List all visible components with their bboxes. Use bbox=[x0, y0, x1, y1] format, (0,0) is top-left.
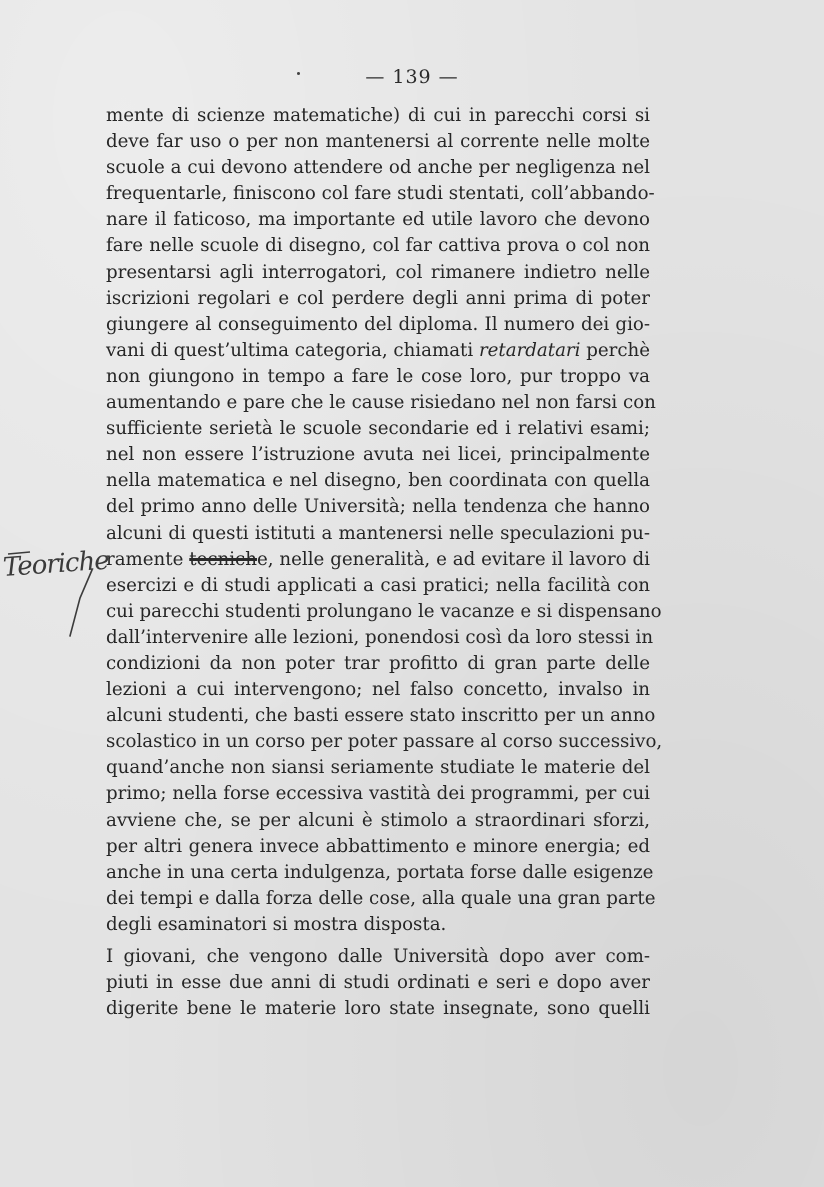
text-segment: vani di quest’ultima categoria, chiamati bbox=[106, 339, 474, 361]
text-line: per altri genera invece abbattimento e minore energia; ed bbox=[106, 835, 650, 857]
text-line: frequentarle, finiscono col fare studi stentati, coll’abbando- bbox=[106, 183, 655, 205]
text-line-with-italic bbox=[106, 338, 650, 364]
text-line: aumentando e pare che le cause risiedano nel non farsi con bbox=[106, 392, 656, 414]
text-line: nel non essere l’istruzione avuta nei licei, principalmente bbox=[106, 444, 650, 466]
text-line: alcuni studenti, che basti essere stato inscritto per un anno bbox=[106, 705, 656, 727]
text-line: iscrizioni regolari e col perdere degli anni prima di poter bbox=[106, 287, 650, 309]
italic-term: retardatari bbox=[478, 339, 581, 361]
handwritten-margin-note: Teoriche bbox=[2, 545, 110, 583]
text-line: digerite bene le materie loro state insegnate, sono quelli bbox=[106, 998, 650, 1020]
text-line: fare nelle scuole di disegno, col far cattiva prova o col non bbox=[106, 235, 650, 257]
body-text bbox=[106, 103, 663, 1022]
text-line: alcuni di questi istituti a mantenersi nelle speculazioni pu- bbox=[106, 522, 650, 544]
text-line: lezioni a cui intervengono; nel falso concetto, invalso in bbox=[106, 679, 650, 701]
text-segment: ramente bbox=[106, 548, 184, 570]
text-line: sufficiente serietà le scuole secondarie ed i relativi esami; bbox=[106, 418, 650, 440]
text-line: I giovani, che vengono dalle Università dopo aver com- bbox=[106, 946, 650, 967]
text-line: deve far uso o per non mantenersi al corrente nelle molte bbox=[106, 131, 650, 153]
text-line: piuti in esse due anni di studi ordinati e seri e dopo aver bbox=[106, 972, 650, 994]
text-line: avviene che, se per alcuni è stimolo a straordinari sforzi, bbox=[106, 809, 650, 831]
text-line: condizioni da non poter trar profitto di gran parte delle bbox=[106, 652, 650, 674]
text-line: esercizi e di studi applicati a casi pratici; nella facilità con bbox=[106, 574, 650, 596]
text-line: primo; nella forse eccessiva vastità dei programmi, per cui bbox=[106, 783, 650, 805]
struck-word: tecnich bbox=[189, 548, 257, 570]
text-line: scuole a cui devono attendere od anche per negligenza nel bbox=[106, 157, 650, 179]
text-line: nare il faticoso, ma importante ed utile lavoro che devono bbox=[106, 209, 650, 231]
text-line: presentarsi agli interrogatori, col rimanere indietro nelle bbox=[106, 261, 650, 283]
text-line: dei tempi e dalla forza delle cose, alla quale una gran parte bbox=[106, 887, 656, 909]
text-segment: e, nelle generalità, e ad evitare il lavoro di bbox=[256, 548, 650, 570]
text-line: mente di scienze matematiche) di cui in parecchi corsi si bbox=[106, 105, 650, 126]
text-line: dall’intervenire alle lezioni, ponendosi così da loro stessi in bbox=[106, 626, 654, 648]
text-line: cui parecchi studenti prolungano le vacanze e si dispensano bbox=[106, 600, 662, 622]
text-line: scolastico in un corso per poter passare al corso successivo, bbox=[106, 731, 663, 753]
text-line: quand’anche non siansi seriamente studiate le materie del bbox=[106, 757, 650, 779]
text-line: nella matematica e nel disegno, ben coordinata con quella bbox=[106, 470, 650, 492]
text-line: anche in una certa indulgenza, portata forse dalle esigenze bbox=[106, 861, 654, 883]
text-segment: perchè bbox=[586, 339, 650, 361]
text-line: degli esaminatori si mostra disposta. bbox=[106, 913, 447, 935]
text-line: giungere al conseguimento del diploma. Il numero dei gio- bbox=[106, 313, 650, 335]
text-line-with-strikethrough bbox=[106, 547, 650, 573]
page-number: — 139 — bbox=[365, 66, 459, 88]
text-line: del primo anno delle Università; nella tendenza che hanno bbox=[106, 496, 650, 518]
text-line: non giungono in tempo a fare le cose loro, pur troppo va bbox=[106, 365, 650, 387]
